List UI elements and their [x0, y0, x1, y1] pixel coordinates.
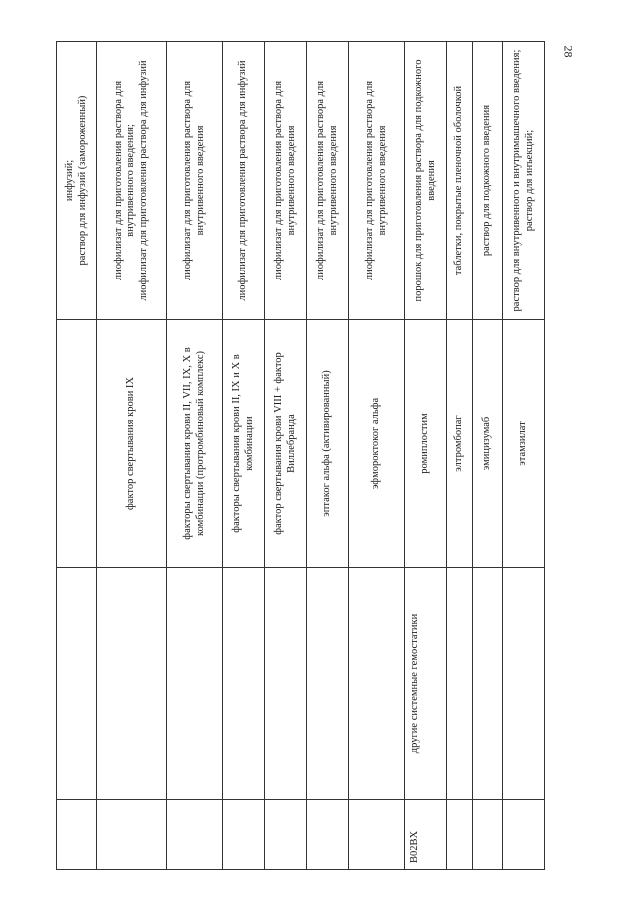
atc-code-cell: [265, 800, 307, 870]
table-row: [167, 42, 223, 870]
group-cell: [503, 568, 545, 800]
drug-name-cell: факторы свертывания крови II, VII, IX, X в комбинации (протромбиновый комплекс): [167, 320, 223, 568]
page-number: 28: [561, 45, 576, 58]
drug-name-cell: эмицизумаб: [473, 320, 503, 568]
table-row: [405, 42, 447, 870]
table-row: [223, 42, 265, 870]
dosage-form-line: раствор для инфузий (замороженный): [76, 95, 88, 266]
drug-name-cell: фактор свертывания крови IX: [97, 320, 167, 568]
dosage-form-cell: [265, 42, 307, 320]
drug-name-cell: элтромбопаг: [447, 320, 473, 568]
dosage-form-line: таблетки, покрытые пленочной оболочкой: [453, 85, 465, 276]
dosage-form-cell: [223, 42, 265, 320]
group-cell: [97, 568, 167, 800]
dosage-form-cell: [57, 42, 97, 320]
atc-code-cell: [57, 800, 97, 870]
atc-code-cell: [447, 800, 473, 870]
dosage-form-cell: [97, 42, 167, 320]
table-row: [447, 42, 473, 870]
dosage-form-line: лиофилизат для приготовления раствора для внутривенного введения;: [113, 80, 137, 281]
group-cell: [307, 568, 349, 800]
dosage-form-line: лиофилизат для приготовления раствора для инфузий: [137, 60, 149, 301]
dosage-form-cell: [167, 42, 223, 320]
dosage-form-line: лиофилизат для приготовления раствора для внутривенного введения: [273, 80, 297, 281]
dosage-form-line: лиофилизат для приготовления раствора для внутривенного введения: [182, 80, 206, 281]
drug-name-cell: фактор свертывания крови VIII + фактор Виллебранда: [265, 320, 307, 568]
atc-code-cell: B02BX: [405, 800, 447, 870]
atc-code-cell: [97, 800, 167, 870]
table-row: [57, 42, 97, 870]
group-cell: [265, 568, 307, 800]
drug-name-cell: ромиплостим: [405, 320, 447, 568]
table-row: [349, 42, 405, 870]
drug-name-cell: этамзилат: [503, 320, 545, 568]
group-cell: [447, 568, 473, 800]
table-row: [265, 42, 307, 870]
drug-table: [56, 41, 545, 870]
table-row: [473, 42, 503, 870]
dosage-form-cell: [405, 42, 447, 320]
atc-code-cell: [349, 800, 405, 870]
dosage-form-cell: [447, 42, 473, 320]
dosage-form-cell: [503, 42, 545, 320]
dosage-form-cell: [349, 42, 405, 320]
group-cell: [223, 568, 265, 800]
group-cell: [349, 568, 405, 800]
drug-name-cell: эфмороктоког альфа: [349, 320, 405, 568]
group-cell: [57, 568, 97, 800]
dosage-form-line: порошок для приготовления раствора для подкожного введения: [413, 59, 437, 302]
group-cell: [167, 568, 223, 800]
drug-table-container: [56, 42, 544, 870]
atc-code-cell: [307, 800, 349, 870]
dosage-form-line: лиофилизат для приготовления раствора для инфузий: [237, 60, 249, 301]
table-row: [97, 42, 167, 870]
atc-code-cell: [503, 800, 545, 870]
drug-name-cell: факторы свертывания крови II, IX и X в комбинации: [223, 320, 265, 568]
dosage-form-line: инфузий;: [64, 159, 76, 202]
table-row: [503, 42, 545, 870]
atc-code-cell: [473, 800, 503, 870]
dosage-form-line: раствор для инъекций;: [523, 129, 535, 232]
group-cell: [473, 568, 503, 800]
dosage-form-line: раствор для подкожного введения: [481, 104, 493, 257]
dosage-form-cell: [307, 42, 349, 320]
atc-code-cell: [223, 800, 265, 870]
table-row: [307, 42, 349, 870]
dosage-form-cell: [473, 42, 503, 320]
drug-name-cell: эптаког альфа (активированный): [307, 320, 349, 568]
dosage-form-line: раствор для внутривенного и внутримышечного введения;: [511, 49, 523, 312]
group-cell: другие системные гемостатики: [405, 568, 447, 800]
dosage-form-line: лиофилизат для приготовления раствора для внутривенного введения: [315, 80, 339, 281]
drug-name-cell: [57, 320, 97, 568]
atc-code-cell: [167, 800, 223, 870]
dosage-form-line: лиофилизат для приготовления раствора для внутривенного введения: [364, 80, 388, 281]
